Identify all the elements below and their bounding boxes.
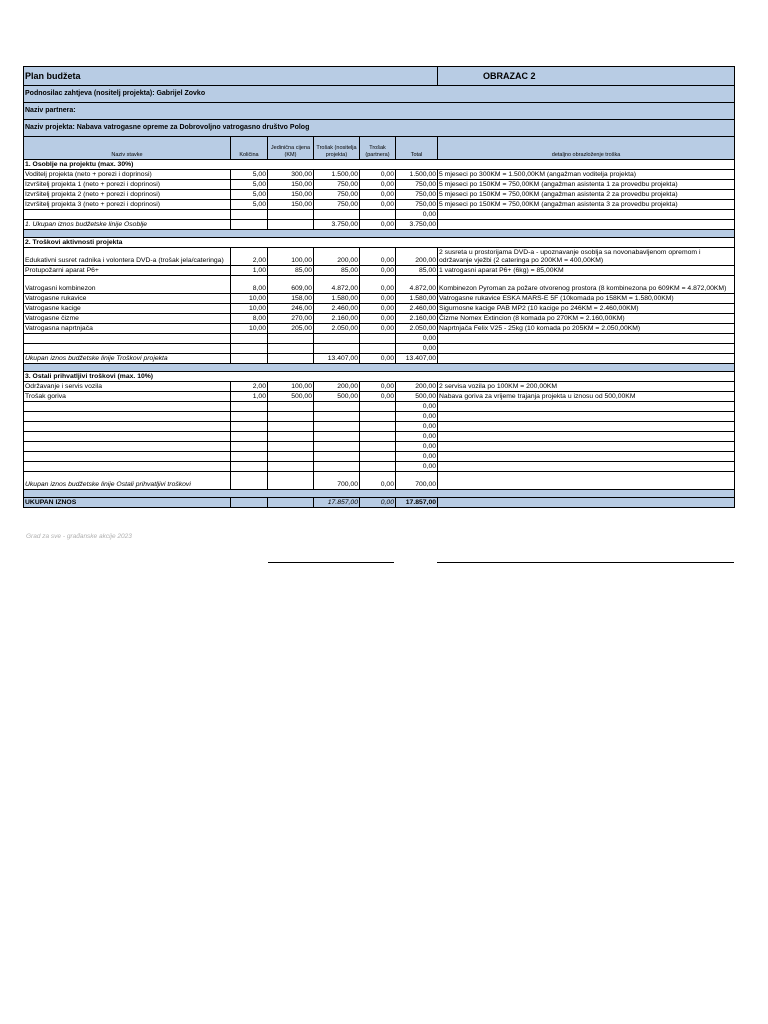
table-row xyxy=(24,266,735,276)
item-cost-partner: 0,00 xyxy=(360,294,396,304)
grand-total-unit xyxy=(268,498,314,508)
subtotal-row xyxy=(24,220,735,230)
item-total: 0,00 xyxy=(396,452,438,462)
item-total: 200,00 xyxy=(396,382,438,392)
item-total: 2.460,00 xyxy=(396,304,438,314)
grand-total-detail xyxy=(438,498,735,508)
spacer-cell xyxy=(24,230,735,238)
item-cost-holder: 750,00 xyxy=(314,200,360,210)
grand-total-total: 17.857,00 xyxy=(396,498,438,508)
item-total: 500,00 xyxy=(396,392,438,402)
item-total: 2.160,00 xyxy=(396,314,438,324)
subtotal-row xyxy=(24,472,735,490)
item-unit-price xyxy=(268,412,314,422)
item-unit-price: 100,00 xyxy=(268,382,314,392)
subtotal-detail xyxy=(438,220,735,230)
signature-line-right xyxy=(437,562,734,563)
item-cost-partner xyxy=(360,452,396,462)
subtotal-holder: 3.750,00 xyxy=(314,220,360,230)
col-cost-holder: Trošak (nositelja projekta) xyxy=(314,137,360,160)
item-qty xyxy=(231,452,268,462)
item-cost-holder: 500,00 xyxy=(314,392,360,402)
subtotal-partner: 0,00 xyxy=(360,220,396,230)
item-qty: 8,00 xyxy=(231,276,268,294)
form-label: OBRAZAC 2 xyxy=(438,67,735,86)
subtotal-label: Ukupan iznos budžetske linije Ostali prihvatljivi troškovi xyxy=(24,472,231,490)
subtotal-label: 1. Ukupan iznos budžetske linije Osoblje xyxy=(24,220,231,230)
item-detail: 1 vatrogasni aparat P6+ (6kg) = 85,00KM xyxy=(438,266,735,276)
item-qty: 5,00 xyxy=(231,180,268,190)
item-unit-price xyxy=(268,442,314,452)
item-name xyxy=(24,402,231,412)
item-total: 1.500,00 xyxy=(396,170,438,180)
item-cost-holder xyxy=(314,442,360,452)
item-unit-price: 609,00 xyxy=(268,276,314,294)
item-cost-partner xyxy=(360,334,396,344)
item-unit-price xyxy=(268,402,314,412)
item-cost-partner xyxy=(360,422,396,432)
table-row xyxy=(24,402,735,412)
item-qty xyxy=(231,432,268,442)
item-cost-partner: 0,00 xyxy=(360,392,396,402)
grand-total-holder: 17.857,00 xyxy=(314,498,360,508)
item-detail: 5 mjeseci po 150KM = 750,00KM (angažman asistenta 2 za provedbu projekta) xyxy=(438,190,735,200)
item-cost-partner: 0,00 xyxy=(360,324,396,334)
item-name: Vatrogasne kacige xyxy=(24,304,231,314)
item-unit-price xyxy=(268,210,314,220)
item-cost-holder xyxy=(314,344,360,354)
item-detail: 2 susreta u prostorijama DVD-a - upoznavanje osoblja sa novonabavljenom opremom i održavanje vježbi (2 cateringa po 200KM = 400,00KM) xyxy=(438,248,735,266)
item-qty: 2,00 xyxy=(231,382,268,392)
item-unit-price: 270,00 xyxy=(268,314,314,324)
item-cost-holder: 2.050,00 xyxy=(314,324,360,334)
table-row xyxy=(24,180,735,190)
subtotal-total: 3.750,00 xyxy=(396,220,438,230)
subtotal-qty xyxy=(231,354,268,364)
applicant-row: Podnosilac zahtjeva (nositelj projekta): Gabrijel Zovko xyxy=(24,86,735,103)
item-name: Vatrogasna naprtnjača xyxy=(24,324,231,334)
item-detail xyxy=(438,210,735,220)
item-unit-price xyxy=(268,344,314,354)
item-cost-holder: 200,00 xyxy=(314,382,360,392)
item-total: 0,00 xyxy=(396,402,438,412)
grand-total-qty xyxy=(231,498,268,508)
item-name: Voditelj projekta (neto + porezi i doprinosi) xyxy=(24,170,231,180)
table-row xyxy=(24,452,735,462)
item-name: Trošak goriva xyxy=(24,392,231,402)
item-cost-partner xyxy=(360,344,396,354)
item-cost-holder xyxy=(314,210,360,220)
item-total: 750,00 xyxy=(396,180,438,190)
subtotal-partner: 0,00 xyxy=(360,354,396,364)
subtotal-holder: 13.407,00 xyxy=(314,354,360,364)
item-unit-price: 158,00 xyxy=(268,294,314,304)
section-title: 2. Troškovi aktivnosti projekta xyxy=(24,238,735,248)
item-qty: 2,00 xyxy=(231,248,268,266)
item-qty xyxy=(231,412,268,422)
item-cost-partner: 0,00 xyxy=(360,266,396,276)
item-detail: Sigurnosne kacige PAB MP2 (10 kacige po 246KM = 2.460,00KM) xyxy=(438,304,735,314)
item-total: 750,00 xyxy=(396,200,438,210)
table-row xyxy=(24,170,735,180)
table-row xyxy=(24,422,735,432)
table-row xyxy=(24,190,735,200)
item-name xyxy=(24,452,231,462)
item-total: 85,00 xyxy=(396,266,438,276)
partner-row: Naziv partnera: xyxy=(24,103,735,120)
item-total: 0,00 xyxy=(396,462,438,472)
item-cost-holder xyxy=(314,432,360,442)
item-total: 0,00 xyxy=(396,432,438,442)
item-qty: 5,00 xyxy=(231,200,268,210)
section-title-row xyxy=(24,372,735,382)
table-row xyxy=(24,314,735,324)
table-row xyxy=(24,412,735,422)
table-row xyxy=(24,442,735,452)
item-unit-price xyxy=(268,422,314,432)
project-row: Naziv projekta: Nabava vatrogasne opreme za Dobrovoljno vatrogasno društvo Polog xyxy=(24,120,735,137)
item-cost-partner: 0,00 xyxy=(360,190,396,200)
item-qty xyxy=(231,334,268,344)
item-unit-price xyxy=(268,432,314,442)
item-cost-holder: 85,00 xyxy=(314,266,360,276)
table-row xyxy=(24,294,735,304)
item-detail xyxy=(438,432,735,442)
item-qty xyxy=(231,402,268,412)
item-cost-partner: 0,00 xyxy=(360,382,396,392)
item-name xyxy=(24,462,231,472)
item-unit-price: 150,00 xyxy=(268,190,314,200)
section-title: 3. Ostali prihvatljivi troškovi (max. 10%) xyxy=(24,372,735,382)
col-cost-partner: Trošak (partnera) xyxy=(360,137,396,160)
item-qty xyxy=(231,210,268,220)
item-unit-price xyxy=(268,334,314,344)
item-detail xyxy=(438,442,735,452)
item-name xyxy=(24,210,231,220)
table-row xyxy=(24,344,735,354)
item-cost-partner xyxy=(360,462,396,472)
table-row xyxy=(24,248,735,266)
item-name: Održavanje i servis vozila xyxy=(24,382,231,392)
item-name: Izvršitelj projekta 2 (neto + porezi i doprinosi) xyxy=(24,190,231,200)
table-row xyxy=(24,210,735,220)
item-qty: 10,00 xyxy=(231,324,268,334)
item-detail: Kombinezon Pyroman za požare otvorenog prostora (8 kombinezona po 609KM = 4.872,00KM) xyxy=(438,276,735,294)
subtotal-total: 700,00 xyxy=(396,472,438,490)
item-unit-price: 85,00 xyxy=(268,266,314,276)
item-total: 0,00 xyxy=(396,334,438,344)
table-row xyxy=(24,334,735,344)
item-qty xyxy=(231,442,268,452)
grand-total-partner: 0,00 xyxy=(360,498,396,508)
item-total: 0,00 xyxy=(396,442,438,452)
section-title-row xyxy=(24,238,735,248)
spacer-cell xyxy=(24,490,735,498)
item-qty xyxy=(231,422,268,432)
section-title: 1. Osoblje na projektu (max. 30%) xyxy=(24,160,735,170)
page-title: Plan budžeta xyxy=(24,67,438,86)
subtotal-holder: 700,00 xyxy=(314,472,360,490)
item-total: 750,00 xyxy=(396,190,438,200)
item-qty: 10,00 xyxy=(231,304,268,314)
item-cost-holder xyxy=(314,462,360,472)
col-qty: Količina xyxy=(231,137,268,160)
spacer-row xyxy=(24,230,735,238)
item-cost-holder xyxy=(314,402,360,412)
table-row xyxy=(24,432,735,442)
item-total: 0,00 xyxy=(396,412,438,422)
item-unit-price xyxy=(268,462,314,472)
signature-line-left xyxy=(268,562,394,563)
item-total: 0,00 xyxy=(396,422,438,432)
item-unit-price: 300,00 xyxy=(268,170,314,180)
item-total: 0,00 xyxy=(396,210,438,220)
item-cost-holder xyxy=(314,334,360,344)
subtotal-row xyxy=(24,354,735,364)
item-name: Vatrogasne rukavice xyxy=(24,294,231,304)
item-name xyxy=(24,344,231,354)
item-detail xyxy=(438,452,735,462)
col-total: Total xyxy=(396,137,438,160)
item-cost-holder: 200,00 xyxy=(314,248,360,266)
item-name xyxy=(24,412,231,422)
item-detail: Čizme Nomex Extincion (8 komada po 270KM = 2.160,00KM) xyxy=(438,314,735,324)
subtotal-qty xyxy=(231,220,268,230)
item-total: 2.050,00 xyxy=(396,324,438,334)
item-name: Izvršitelj projekta 3 (neto + porezi i doprinosi) xyxy=(24,200,231,210)
subtotal-qty xyxy=(231,472,268,490)
budget-sheet xyxy=(23,66,734,508)
table-row xyxy=(24,462,735,472)
item-cost-partner xyxy=(360,210,396,220)
col-item: Naziv stavke xyxy=(24,137,231,160)
col-unit-price: Jedinična cijena (KM) xyxy=(268,137,314,160)
item-total: 0,00 xyxy=(396,344,438,354)
item-qty: 10,00 xyxy=(231,294,268,304)
footer-note: Grad za sve - građanske akcije 2023 xyxy=(26,533,132,540)
subtotal-unit xyxy=(268,472,314,490)
item-detail: Naprtnjača Felix V25 - 25kg (10 komada po 205KM = 2.050,00KM) xyxy=(438,324,735,334)
subtotal-partner: 0,00 xyxy=(360,472,396,490)
item-detail xyxy=(438,334,735,344)
item-cost-partner: 0,00 xyxy=(360,170,396,180)
item-detail: Nabava goriva za vrijeme trajanja projekta u iznosu od 500,00KM xyxy=(438,392,735,402)
item-name: Edukativni susret radnika i volontera DVD-a (trošak jela/cateringa) xyxy=(24,248,231,266)
spacer-row xyxy=(24,490,735,498)
item-cost-partner: 0,00 xyxy=(360,304,396,314)
table-row xyxy=(24,304,735,314)
item-cost-partner xyxy=(360,402,396,412)
table-row xyxy=(24,382,735,392)
column-header-row xyxy=(24,137,735,160)
item-detail: 2 servisa vozila po 100KM = 200,00KM xyxy=(438,382,735,392)
item-name xyxy=(24,422,231,432)
item-qty xyxy=(231,344,268,354)
subtotal-label: Ukupan iznos budžetske linije Troškovi projekta xyxy=(24,354,231,364)
item-name: Protupožarni aparat P6+ xyxy=(24,266,231,276)
item-qty: 1,00 xyxy=(231,392,268,402)
grand-total-row xyxy=(24,498,735,508)
item-name: Vatrogasne čizme xyxy=(24,314,231,324)
table-row xyxy=(24,200,735,210)
item-cost-holder: 1.500,00 xyxy=(314,170,360,180)
item-cost-partner: 0,00 xyxy=(360,180,396,190)
item-detail xyxy=(438,344,735,354)
subtotal-unit xyxy=(268,354,314,364)
item-qty: 5,00 xyxy=(231,190,268,200)
spacer-row xyxy=(24,364,735,372)
item-cost-partner: 0,00 xyxy=(360,248,396,266)
item-detail: 5 mjeseci po 150KM = 750,00KM (angažman asistenta 1 za provedbu projekta) xyxy=(438,180,735,190)
item-unit-price: 150,00 xyxy=(268,180,314,190)
item-unit-price xyxy=(268,452,314,462)
item-cost-holder xyxy=(314,412,360,422)
item-detail xyxy=(438,422,735,432)
item-name xyxy=(24,432,231,442)
section-title-row xyxy=(24,160,735,170)
item-name: Izvršitelj projekta 1 (neto + porezi i doprinosi) xyxy=(24,180,231,190)
item-total: 1.580,00 xyxy=(396,294,438,304)
subtotal-detail xyxy=(438,354,735,364)
item-qty: 5,00 xyxy=(231,170,268,180)
item-qty xyxy=(231,462,268,472)
item-name xyxy=(24,334,231,344)
item-unit-price: 500,00 xyxy=(268,392,314,402)
item-cost-holder: 2.160,00 xyxy=(314,314,360,324)
item-cost-holder xyxy=(314,452,360,462)
item-cost-partner: 0,00 xyxy=(360,200,396,210)
item-cost-holder: 4.872,00 xyxy=(314,276,360,294)
item-total: 200,00 xyxy=(396,248,438,266)
subtotal-total: 13.407,00 xyxy=(396,354,438,364)
item-detail: Vatrogasne rukavice ESKA MARS-E 5F (10komada po 158KM = 1.580,00KM) xyxy=(438,294,735,304)
item-qty: 1,00 xyxy=(231,266,268,276)
table-row xyxy=(24,392,735,402)
table-row xyxy=(24,276,735,294)
budget-table xyxy=(23,66,735,508)
item-cost-partner: 0,00 xyxy=(360,276,396,294)
item-cost-partner: 0,00 xyxy=(360,314,396,324)
item-name xyxy=(24,442,231,452)
item-detail xyxy=(438,462,735,472)
grand-total-label: UKUPAN IZNOS xyxy=(24,498,231,508)
spacer-cell xyxy=(24,364,735,372)
item-total: 4.872,00 xyxy=(396,276,438,294)
item-cost-holder: 750,00 xyxy=(314,180,360,190)
item-unit-price: 150,00 xyxy=(268,200,314,210)
item-cost-partner xyxy=(360,432,396,442)
item-detail: 5 mjeseci po 300KM = 1.500,00KM (angažman voditelja projekta) xyxy=(438,170,735,180)
item-qty: 8,00 xyxy=(231,314,268,324)
col-detail: detaljno obrazloženje troška xyxy=(438,137,735,160)
item-unit-price: 205,00 xyxy=(268,324,314,334)
item-detail xyxy=(438,402,735,412)
item-detail xyxy=(438,412,735,422)
item-detail: 5 mjeseci po 150KM = 750,00KM (angažman asistenta 3 za provedbu projekta) xyxy=(438,200,735,210)
item-name: Vatrogasni kombinezon xyxy=(24,276,231,294)
item-cost-holder: 1.580,00 xyxy=(314,294,360,304)
item-cost-partner xyxy=(360,412,396,422)
table-row xyxy=(24,324,735,334)
item-cost-holder: 2.460,00 xyxy=(314,304,360,314)
item-cost-holder xyxy=(314,422,360,432)
item-unit-price: 246,00 xyxy=(268,304,314,314)
item-cost-holder: 750,00 xyxy=(314,190,360,200)
item-unit-price: 100,00 xyxy=(268,248,314,266)
subtotal-unit xyxy=(268,220,314,230)
subtotal-detail xyxy=(438,472,735,490)
item-cost-partner xyxy=(360,442,396,452)
